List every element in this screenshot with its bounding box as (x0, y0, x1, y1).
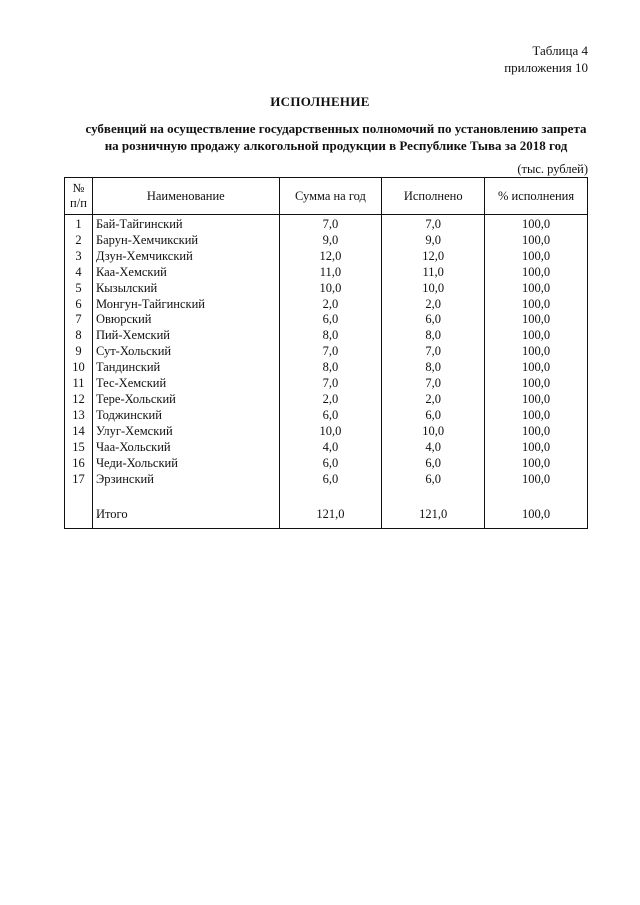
table-row (65, 360, 588, 376)
row-percent-cell: 100,0 (485, 328, 588, 344)
table-row (65, 297, 588, 313)
row-name-cell: Овюрский (92, 312, 279, 328)
row-plan-cell: 9,0 (279, 233, 382, 249)
row-number-cell: 12 (65, 392, 93, 408)
row-plan-cell: 10,0 (279, 424, 382, 440)
row-done-cell: 2,0 (382, 297, 485, 313)
row-done-cell: 4,0 (382, 440, 485, 456)
header-number-symbol: № (72, 181, 85, 195)
table-row (65, 456, 588, 472)
spacer-cell (65, 487, 93, 504)
row-percent-cell: 100,0 (485, 424, 588, 440)
row-name-cell: Чеди-Хольский (92, 456, 279, 472)
row-percent-cell: 100,0 (485, 265, 588, 281)
row-plan-cell: 8,0 (279, 328, 382, 344)
row-number-cell: 6 (65, 297, 93, 313)
row-number-cell: 9 (65, 344, 93, 360)
row-name-cell: Пий-Хемский (92, 328, 279, 344)
table-reference: Таблица 4 (532, 43, 588, 58)
row-number-cell: 2 (65, 233, 93, 249)
row-name-cell: Барун-Хемчикский (92, 233, 279, 249)
row-number-cell: 15 (65, 440, 93, 456)
unit-label: (тыс. рублей) (517, 162, 588, 176)
row-percent-cell: 100,0 (485, 344, 588, 360)
row-done-cell: 11,0 (382, 265, 485, 281)
row-percent-cell: 100,0 (485, 233, 588, 249)
row-number-cell: 5 (65, 281, 93, 297)
row-done-cell: 7,0 (382, 215, 485, 233)
row-name-cell: Монгун-Тайгинский (92, 297, 279, 313)
row-percent-cell: 100,0 (485, 215, 588, 233)
table-row (65, 472, 588, 488)
row-done-cell: 6,0 (382, 456, 485, 472)
row-plan-cell: 10,0 (279, 281, 382, 297)
row-name-cell: Тес-Хемский (92, 376, 279, 392)
row-plan-cell: 11,0 (279, 265, 382, 281)
row-number-cell: 1 (65, 215, 93, 233)
table-spacer-row (65, 487, 588, 504)
total-number-cell (65, 504, 93, 529)
spacer-cell (279, 487, 382, 504)
row-done-cell: 7,0 (382, 344, 485, 360)
table-row (65, 328, 588, 344)
table-row (65, 344, 588, 360)
row-percent-cell: 100,0 (485, 408, 588, 424)
row-done-cell: 6,0 (382, 408, 485, 424)
total-percent-cell: 100,0 (485, 504, 588, 529)
row-done-cell: 7,0 (382, 376, 485, 392)
row-number-cell: 13 (65, 408, 93, 424)
document-reference (504, 42, 588, 76)
row-name-cell: Каа-Хемский (92, 265, 279, 281)
row-done-cell: 10,0 (382, 424, 485, 440)
table-row (65, 249, 588, 265)
table-row (65, 392, 588, 408)
row-plan-cell: 8,0 (279, 360, 382, 376)
row-done-cell: 2,0 (382, 392, 485, 408)
row-plan-cell: 7,0 (279, 344, 382, 360)
subtitle-line-1: субвенций на осуществление государственных полномочий по установлению запрета (85, 121, 587, 136)
header-plan: Сумма на год (279, 178, 382, 215)
row-done-cell: 9,0 (382, 233, 485, 249)
header-name: Наименование (92, 178, 279, 215)
table-row (65, 233, 588, 249)
header-number (65, 178, 93, 215)
table-row (65, 265, 588, 281)
row-number-cell: 11 (65, 376, 93, 392)
table-row (65, 281, 588, 297)
row-done-cell: 12,0 (382, 249, 485, 265)
row-number-cell: 17 (65, 472, 93, 488)
row-name-cell: Тере-Хольский (92, 392, 279, 408)
row-plan-cell: 4,0 (279, 440, 382, 456)
row-name-cell: Дзун-Хемчикский (92, 249, 279, 265)
row-number-cell: 14 (65, 424, 93, 440)
row-percent-cell: 100,0 (485, 312, 588, 328)
row-plan-cell: 7,0 (279, 215, 382, 233)
table-total-row (65, 504, 588, 529)
row-plan-cell: 2,0 (279, 297, 382, 313)
row-percent-cell: 100,0 (485, 456, 588, 472)
total-done-cell: 121,0 (382, 504, 485, 529)
row-percent-cell: 100,0 (485, 472, 588, 488)
row-number-cell: 10 (65, 360, 93, 376)
row-number-cell: 4 (65, 265, 93, 281)
row-percent-cell: 100,0 (485, 281, 588, 297)
row-percent-cell: 100,0 (485, 297, 588, 313)
row-plan-cell: 6,0 (279, 472, 382, 488)
row-percent-cell: 100,0 (485, 376, 588, 392)
row-done-cell: 6,0 (382, 312, 485, 328)
row-done-cell: 10,0 (382, 281, 485, 297)
row-name-cell: Сут-Хольский (92, 344, 279, 360)
row-done-cell: 8,0 (382, 328, 485, 344)
row-percent-cell: 100,0 (485, 249, 588, 265)
row-done-cell: 8,0 (382, 360, 485, 376)
table-row (65, 440, 588, 456)
header-number-abbr: п/п (70, 196, 87, 210)
row-percent-cell: 100,0 (485, 392, 588, 408)
appendix-reference: приложения 10 (504, 60, 588, 75)
row-number-cell: 3 (65, 249, 93, 265)
spacer-cell (382, 487, 485, 504)
row-plan-cell: 12,0 (279, 249, 382, 265)
header-done: Исполнено (382, 178, 485, 215)
row-percent-cell: 100,0 (485, 440, 588, 456)
row-plan-cell: 6,0 (279, 408, 382, 424)
total-name-cell: Итого (92, 504, 279, 529)
row-number-cell: 7 (65, 312, 93, 328)
row-percent-cell: 100,0 (485, 360, 588, 376)
table-row (65, 215, 588, 233)
spacer-cell (485, 487, 588, 504)
table-header-row (65, 178, 588, 215)
row-number-cell: 8 (65, 328, 93, 344)
row-plan-cell: 7,0 (279, 376, 382, 392)
table-row (65, 424, 588, 440)
total-plan-cell: 121,0 (279, 504, 382, 529)
spacer-cell (92, 487, 279, 504)
row-name-cell: Тандинский (92, 360, 279, 376)
row-name-cell: Бай-Тайгинский (92, 215, 279, 233)
row-number-cell: 16 (65, 456, 93, 472)
table-body (65, 215, 588, 529)
table-row (65, 408, 588, 424)
row-plan-cell: 6,0 (279, 456, 382, 472)
document-subtitle (80, 120, 592, 154)
subtitle-line-2: на розничную продажу алкогольной продукции в Республике Тыва за 2018 год (104, 138, 568, 153)
row-name-cell: Тоджинский (92, 408, 279, 424)
row-plan-cell: 2,0 (279, 392, 382, 408)
execution-table (64, 177, 588, 529)
table-row (65, 376, 588, 392)
row-name-cell: Чаа-Хольский (92, 440, 279, 456)
row-name-cell: Кызылский (92, 281, 279, 297)
row-name-cell: Эрзинский (92, 472, 279, 488)
header-percent: % исполнения (485, 178, 588, 215)
table-row (65, 312, 588, 328)
document-title: ИСПОЛНЕНИЕ (270, 94, 370, 109)
row-name-cell: Улуг-Хемский (92, 424, 279, 440)
row-plan-cell: 6,0 (279, 312, 382, 328)
row-done-cell: 6,0 (382, 472, 485, 488)
